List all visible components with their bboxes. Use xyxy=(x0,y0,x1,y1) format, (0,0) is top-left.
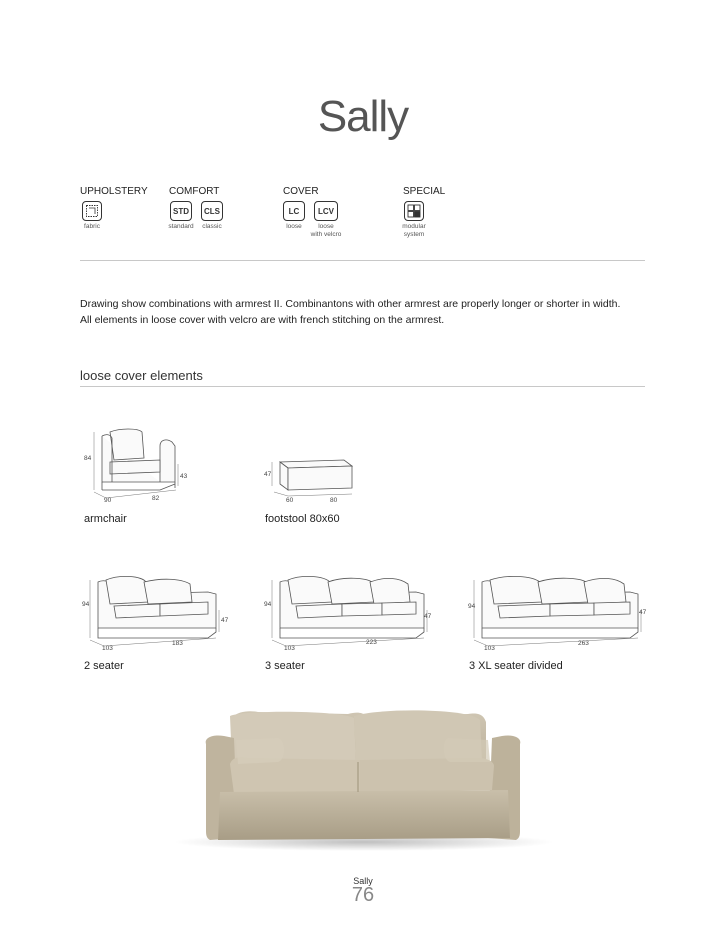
armchair-width: 82 xyxy=(152,495,160,502)
three-seater-depth: 103 xyxy=(284,645,295,652)
footstool-label: footstool 80x60 xyxy=(265,513,340,525)
three-seater-height: 94 xyxy=(264,601,272,608)
armchair-seat: 43 xyxy=(180,473,188,480)
armchair-height: 84 xyxy=(84,455,92,462)
lcv-caption-line1: loose xyxy=(318,223,334,230)
modular-caption-line2: system xyxy=(403,231,425,238)
std-caption: standard xyxy=(168,223,194,230)
description xyxy=(80,296,660,328)
divider xyxy=(80,260,645,261)
three-seater-drawing xyxy=(262,572,440,652)
comfort-label: COMFORT xyxy=(169,186,220,197)
description-line2: All elements in loose cover with velcro are with french stitching on the armrest. xyxy=(80,314,445,326)
two-seater-width: 183 xyxy=(172,640,183,647)
footer-product-name: Sally xyxy=(353,876,373,886)
cover-label: COVER xyxy=(283,186,319,197)
upholstery-label: UPHOLSTERY xyxy=(80,186,148,197)
three-xl-seater-depth: 103 xyxy=(484,645,495,652)
three-seater-width: 223 xyxy=(366,639,377,646)
armchair-label: armchair xyxy=(84,513,127,525)
three-xl-seater-width: 263 xyxy=(578,640,589,647)
two-seater-seat: 47 xyxy=(221,617,229,624)
three-xl-seater-drawing xyxy=(464,572,656,652)
two-seater-drawing xyxy=(80,572,232,652)
page-title: Sally xyxy=(317,92,409,141)
lcv-caption-line2: with velcro xyxy=(310,231,342,238)
lcv-badge: LCV xyxy=(314,201,338,221)
armchair-drawing xyxy=(80,424,190,508)
three-seater-seat: 47 xyxy=(424,613,432,620)
footstool-width: 80 xyxy=(330,497,338,504)
std-badge: STD xyxy=(170,201,192,221)
modular-icon xyxy=(404,201,424,221)
three-xl-seater-seat: 47 xyxy=(639,609,647,616)
lc-badge: LC xyxy=(283,201,305,221)
three-xl-seater-height: 94 xyxy=(468,603,476,610)
section-divider xyxy=(80,386,645,387)
footstool-depth: 60 xyxy=(286,497,294,504)
page-number: 76 xyxy=(351,884,375,906)
cls-caption: classic xyxy=(202,223,222,230)
footstool-height: 47 xyxy=(264,471,272,478)
modular-caption-line1: modular xyxy=(402,223,426,230)
special-label: SPECIAL xyxy=(403,186,446,197)
three-xl-seater-label: 3 XL seater divided xyxy=(469,660,563,672)
two-seater-label: 2 seater xyxy=(84,660,124,672)
modular-caption xyxy=(398,223,430,239)
sofa-photo xyxy=(168,700,560,852)
footstool-drawing xyxy=(264,450,364,506)
description-line1: Drawing show combinations with armrest II. Combinantons with other armrest are properly longer or shorter in width. xyxy=(80,298,621,310)
armchair-depth: 90 xyxy=(104,497,112,504)
fabric-caption: fabric xyxy=(84,223,100,230)
two-seater-height: 94 xyxy=(82,601,90,608)
two-seater-depth: 103 xyxy=(102,645,113,652)
three-seater-label: 3 seater xyxy=(265,660,305,672)
section-title: loose cover elements xyxy=(80,368,203,383)
fabric-icon xyxy=(82,201,102,221)
lc-caption: loose xyxy=(286,223,302,230)
lcv-caption xyxy=(306,223,346,239)
cls-badge: CLS xyxy=(201,201,223,221)
